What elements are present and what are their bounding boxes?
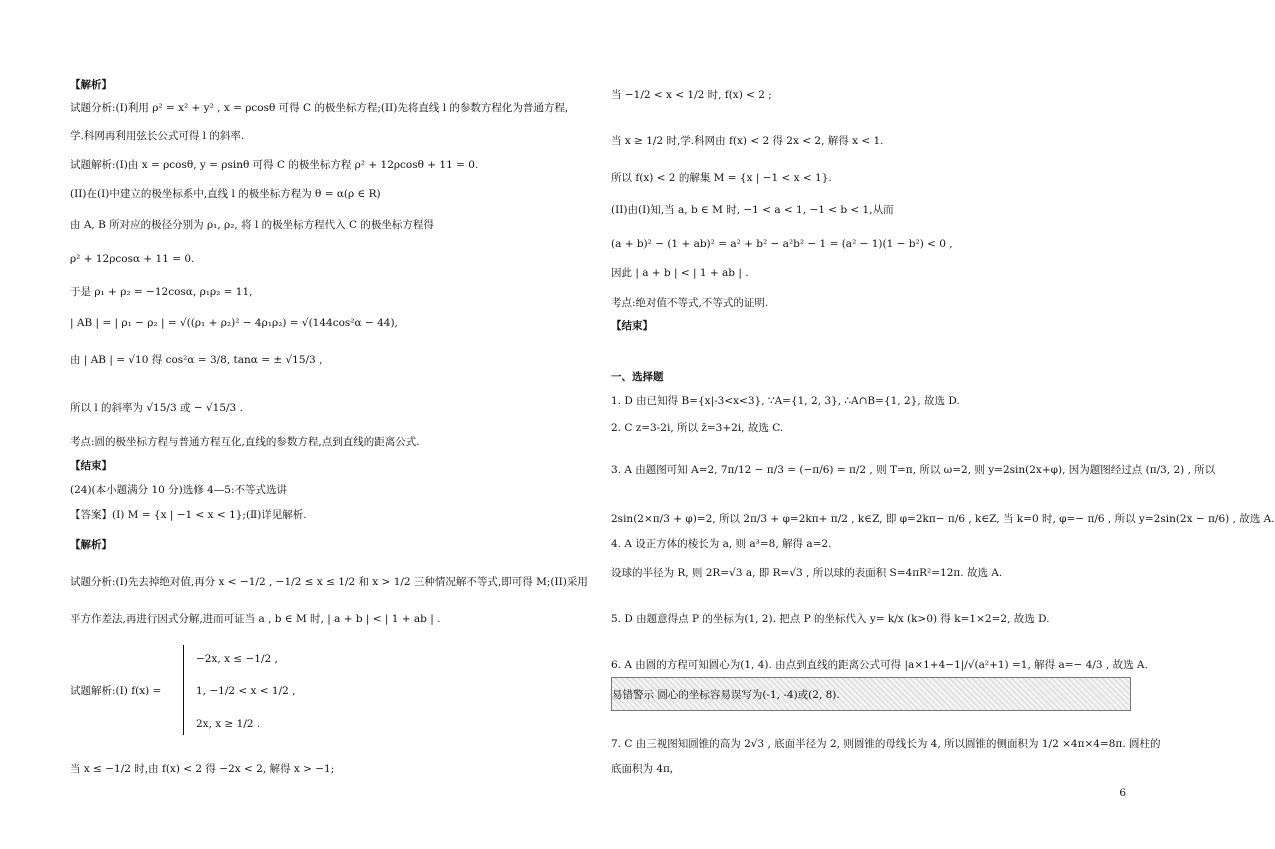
text-line: 一、选择题 bbox=[611, 371, 664, 383]
text-line: 试题分析:(I)利用 ρ² = x² + y² , x = ρcosθ 可得 C 的极坐标方程;(II)先将直线 l 的参数方程化为普通方程, bbox=[70, 102, 569, 114]
text-line: 试题解析:(I) f(x) = bbox=[70, 685, 162, 697]
text-line: 7. C 由三视图知圆锥的高为 2√3 , 底面半径为 2, 则圆锥的母线长为 4, 所以圆锥的侧面积为 1/2 ×4π×4=8π. 圆柱的 bbox=[611, 738, 1161, 750]
text-line: 试题解析:(I)由 x = ρcosθ, y = ρsinθ 可得 C 的极坐标方程 ρ² + 12ρcosθ + 11 = 0. bbox=[70, 159, 479, 171]
text-line: 3. A 由题图可知 A=2, 7π/12 − π/3 = (−π/6) = π/2 , 则 T=π, 所以 ω=2, 则 y=2sin(2x+φ), 因为题图经过点 (π/3, 2) , 所以 bbox=[611, 464, 1216, 476]
text-line: 底面积为 4π, bbox=[611, 763, 674, 775]
text-line: 设球的半径为 R, 则 2R=√3 a, 即 R=√3 , 所以球的表面积 S=4πR²=12π. 故选 A. bbox=[611, 567, 1003, 579]
text-line: 由 | AB | = √10 得 cos²α = 3/8, tanα = ± √15/3 , bbox=[70, 354, 323, 366]
text-line: | AB | = | ρ₁ − ρ₂ | = √((ρ₁ + ρ₂)² − 4ρ₁ρ₂) = √(144cos²α − 44), bbox=[70, 317, 398, 329]
text-line: 由 A, B 所对应的极径分别为 ρ₁, ρ₂, 将 l 的极坐标方程代入 C 的极坐标方程得 bbox=[70, 219, 434, 231]
warning-text: 易错警示 圆心的坐标容易误写为(-1, -4)或(2, 8). bbox=[612, 689, 840, 701]
text-line: (II)由(I)知,当 a, b ∈ M 时, −1 < a < 1, −1 < b < 1,从而 bbox=[611, 204, 894, 216]
text-line: 于是 ρ₁ + ρ₂ = −12cosα, ρ₁ρ₂ = 11, bbox=[70, 286, 253, 298]
text-line: 【结束】 bbox=[611, 320, 653, 332]
text-line: 5. D 由题意得点 P 的坐标为(1, 2). 把点 P 的坐标代入 y= k/x (k>0) 得 k=1×2=2, 故选 D. bbox=[611, 613, 1050, 625]
text-line: 考点:圆的极坐标方程与普通方程互化,直线的参数方程,点到直线的距离公式. bbox=[70, 436, 420, 448]
warning-box bbox=[611, 677, 1131, 711]
text-line: −2x, x ≤ −1/2 , bbox=[196, 653, 278, 665]
text-line: 所以 f(x) < 2 的解集 M = {x | −1 < x < 1}. bbox=[611, 172, 832, 184]
text-line: 2. C z=3-2i, 所以 z̄=3+2i, 故选 C. bbox=[611, 422, 784, 434]
text-line: (a + b)² − (1 + ab)² = a² + b² − a²b² − 1 = (a² − 1)(1 − b²) < 0 , bbox=[611, 238, 953, 250]
text-line: 学.科网再利用弦长公式可得 l 的斜率. bbox=[70, 130, 245, 142]
page-number: 6 bbox=[1119, 787, 1126, 799]
text-line: 4. A 设正方体的棱长为 a, 则 a³=8, 解得 a=2. bbox=[611, 538, 832, 550]
text-line: 试题分析:(I)先去掉绝对值,再分 x < −1/2 , −1/2 ≤ x ≤ 1/2 和 x > 1/2 三种情况解不等式,即可得 M;(II)采用 bbox=[70, 576, 588, 588]
text-line: 平方作差法,再进行因式分解,进而可证当 a , b ∈ M 时, | a + b | < | 1 + ab | . bbox=[70, 613, 441, 625]
text-line: 考点:绝对值不等式,不等式的证明. bbox=[611, 297, 769, 309]
text-line: (II)在(I)中建立的极坐标系中,直线 l 的极坐标方程为 θ = α(ρ ∈ R) bbox=[70, 188, 381, 200]
text-line: ρ² + 12ρcosα + 11 = 0. bbox=[70, 253, 195, 265]
text-line: 所以 l 的斜率为 √15/3 或 − √15/3 . bbox=[70, 402, 243, 414]
text-line: 2x, x ≥ 1/2 . bbox=[196, 718, 261, 730]
text-line: 当 x ≤ −1/2 时,由 f(x) < 2 得 −2x < 2, 解得 x > −1; bbox=[70, 763, 335, 775]
text-line: 当 x ≥ 1/2 时,学.科网由 f(x) < 2 得 2x < 2, 解得 x < 1. bbox=[611, 135, 884, 147]
text-line: 【结束】 bbox=[70, 460, 112, 472]
text-line: 【解析】 bbox=[70, 79, 112, 91]
text-line: 【解析】 bbox=[70, 539, 112, 551]
text-line: 6. A 由圆的方程可知圆心为(1, 4). 由点到直线的距离公式可得 |a×1+4−1|/√(a²+1) =1, 解得 a=− 4/3 , 故选 A. bbox=[611, 659, 1148, 671]
piecewise-brace bbox=[183, 645, 184, 735]
text-line: 1. D 由已知得 B={x|-3<x<3}, ∵A={1, 2, 3}, ∴A∩B={1, 2}, 故选 D. bbox=[611, 395, 960, 407]
text-line: 当 −1/2 < x < 1/2 时, f(x) < 2 ; bbox=[611, 89, 772, 101]
text-line: 因此 | a + b | < | 1 + ab | . bbox=[611, 267, 749, 279]
text-line: 1, −1/2 < x < 1/2 , bbox=[196, 685, 296, 697]
text-line: 2sin(2×π/3 + φ)=2, 所以 2π/3 + φ=2kπ+ π/2 , k∈Z, 即 φ=2kπ− π/6 , k∈Z, 当 k=0 时, φ=− π/6 , 所以 y=2sin(2x − π/6) , 故选 A. bbox=[611, 513, 1275, 525]
text-line: 【答案】(Ⅰ) M = {x | −1 < x < 1};(Ⅱ)详见解析. bbox=[70, 509, 307, 521]
text-line: (24)(本小题满分 10 分)选修 4—5:不等式选讲 bbox=[70, 484, 288, 496]
